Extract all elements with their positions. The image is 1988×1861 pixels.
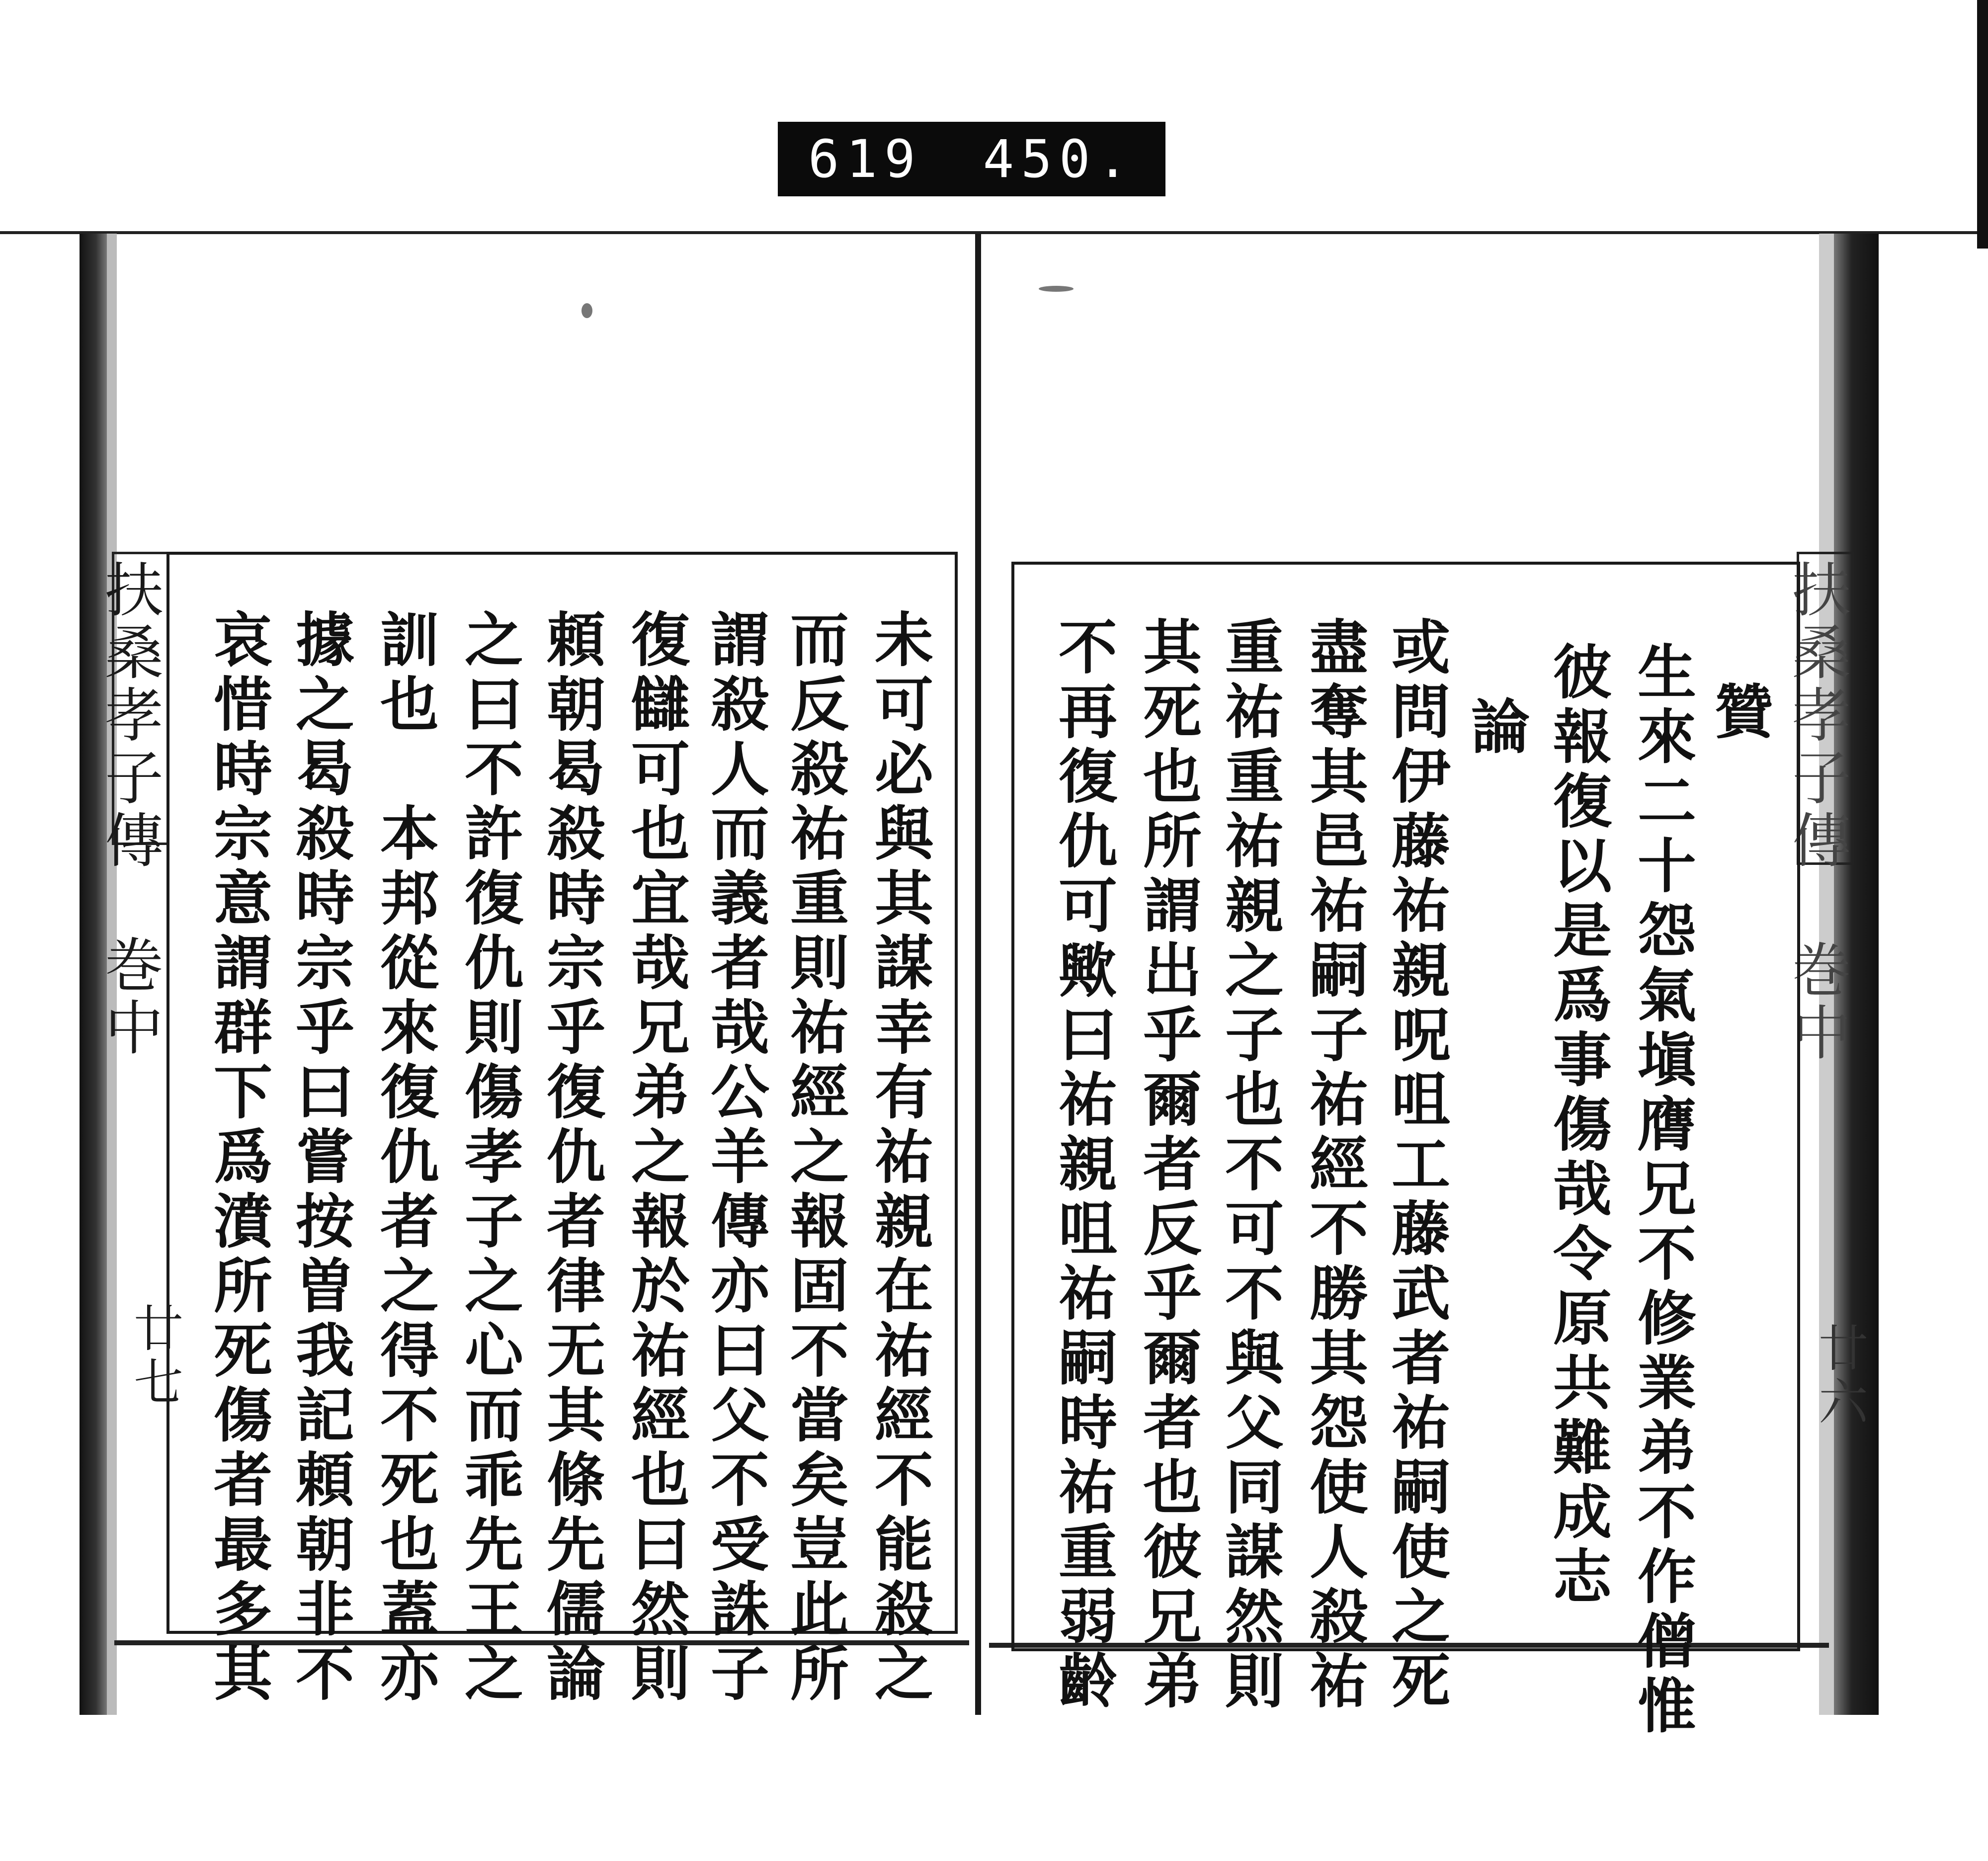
left-column-7: 訓也 本邦從來復仇者之得不死也蓋亦 [370,609,439,1707]
left-column-6: 之曰不許復仇則傷孝子之心而乖先王之 [455,609,524,1707]
left-column-8: 據之曷殺時宗乎曰嘗按曽我記頼朝非不 [286,609,355,1707]
left-margin-title: 扶桑孝子傳 [95,559,164,872]
left-margin-folio: 廿七 [125,1302,183,1410]
left-column-5: 頼朝曷殺時宗乎復仇者律无其條先儒論 [537,609,606,1707]
left-column-9: 哀惜時宗意謂群下爲濆所死傷者最多其 [204,609,273,1707]
right-column-3: 彼報復以是爲事傷哉令原共難成志 [1543,641,1612,1610]
ink-speck [581,303,592,318]
top-rule [0,231,1988,234]
right-column-9: 不再復仇可歟曰祐親咀祐嗣時祐重弱齡 [1049,616,1118,1715]
right-column-2: 生來二十怨氣塡膺兄不修業弟不作僧惟 [1628,641,1697,1740]
right-heading-san: 贊 [1705,681,1774,746]
right-column-7: 重祐重祐親之子也不可不與父同謀然則 [1215,616,1284,1715]
ink-speck [1039,286,1074,292]
right-edge [1977,0,1988,249]
left-column-4: 復讎可也宜哉兄弟之報於祐經也曰然則 [621,609,690,1707]
right-margin-folio: 廿六 [1810,1322,1868,1430]
left-column-1: 未可必與其謀幸有祐親在祐經不能殺之 [865,609,934,1707]
left-column-2: 而反殺祐重則祐經之報固不當矣豈此所 [780,609,849,1707]
left-column-3: 謂殺人而義者哉公羊傳亦曰父不受誅子 [701,609,770,1707]
catalog-right-number: 450. [983,129,1136,189]
catalog-left-number: 619 [808,129,922,189]
left-margin-volume: 巻中 [95,934,164,1060]
right-heading-ron: 論 [1461,696,1530,761]
right-margin-volume: 巻中 [1782,939,1851,1065]
right-column-6: 盡奪其邑祐嗣子祐經不勝其怨使人殺祐 [1300,616,1369,1715]
catalog-label-text [778,122,1165,196]
right-margin-title: 扶桑孝子傳 [1782,559,1851,872]
right-column-5: 或問伊藤祐親呪咀工藤武者祐嗣使之死 [1382,616,1451,1715]
center-gutter [975,234,981,1715]
right-column-8: 其死也所謂出乎爾者反乎爾者也彼兄弟 [1133,616,1202,1715]
